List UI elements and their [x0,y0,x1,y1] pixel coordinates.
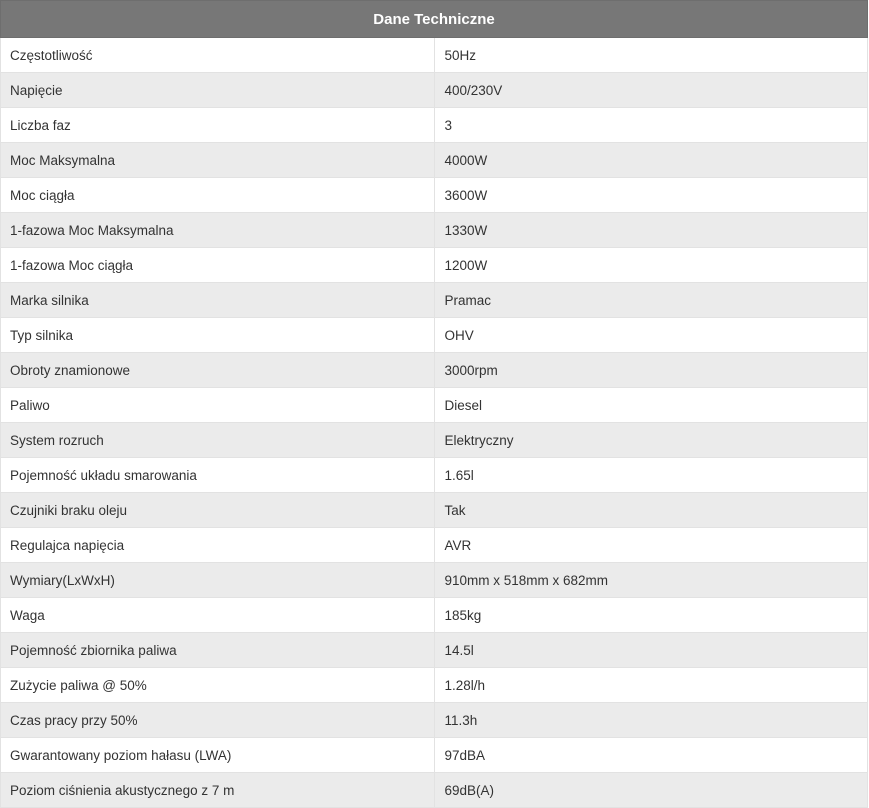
spec-value: 3 [434,108,868,143]
table-row [1,458,868,493]
table-row [1,668,868,703]
spec-value: 1330W [434,213,868,248]
spec-label: Moc ciągła [1,178,435,213]
spec-value: 4000W [434,143,868,178]
spec-value: 1.65l [434,458,868,493]
table-row [1,388,868,423]
spec-value: 910mm x 518mm x 682mm [434,563,868,598]
spec-value: Elektryczny [434,423,868,458]
spec-label: Czas pracy przy 50% [1,703,435,738]
spec-label: Częstotliwość [1,38,435,73]
spec-value: 97dBA [434,738,868,773]
spec-label: Czujniki braku oleju [1,493,435,528]
spec-label: System rozruch [1,423,435,458]
spec-value: 1.28l/h [434,668,868,703]
spec-label: Marka silnika [1,283,435,318]
spec-value: 69dB(A) [434,773,868,808]
table-row [1,248,868,283]
spec-label: Obroty znamionowe [1,353,435,388]
spec-value: OHV [434,318,868,353]
spec-label: Waga [1,598,435,633]
table-row [1,423,868,458]
spec-label: Regulajca napięcia [1,528,435,563]
spec-value: 1200W [434,248,868,283]
table-row [1,563,868,598]
spec-label: Typ silnika [1,318,435,353]
table-row [1,38,868,73]
spec-label: Pojemność układu smarowania [1,458,435,493]
spec-value: 400/230V [434,73,868,108]
table-row [1,493,868,528]
table-row [1,178,868,213]
table-body [1,38,868,808]
spec-label: 1-fazowa Moc Maksymalna [1,213,435,248]
spec-label: 1-fazowa Moc ciągła [1,248,435,283]
table-row [1,738,868,773]
spec-value: 11.3h [434,703,868,738]
table-row [1,143,868,178]
spec-label: Zużycie paliwa @ 50% [1,668,435,703]
table-row [1,283,868,318]
spec-label: Poziom ciśnienia akustycznego z 7 m [1,773,435,808]
spec-label: Liczba faz [1,108,435,143]
table-row [1,633,868,668]
table-row [1,318,868,353]
table-row [1,353,868,388]
spec-label: Gwarantowany poziom hałasu (LWA) [1,738,435,773]
table-row [1,213,868,248]
spec-label: Moc Maksymalna [1,143,435,178]
table-row [1,703,868,738]
spec-value: 185kg [434,598,868,633]
spec-label: Napięcie [1,73,435,108]
table-row [1,108,868,143]
table-row [1,598,868,633]
table-row [1,773,868,808]
table-row [1,528,868,563]
spec-value: Pramac [434,283,868,318]
spec-label: Pojemność zbiornika paliwa [1,633,435,668]
spec-value: 3000rpm [434,353,868,388]
spec-label: Paliwo [1,388,435,423]
spec-value: AVR [434,528,868,563]
table-title: Dane Techniczne [1,1,868,38]
spec-value: Diesel [434,388,868,423]
table-row [1,73,868,108]
table-header-row [1,1,868,38]
spec-value: 50Hz [434,38,868,73]
spec-value: 14.5l [434,633,868,668]
spec-value: 3600W [434,178,868,213]
spec-value: Tak [434,493,868,528]
spec-label: Wymiary(LxWxH) [1,563,435,598]
